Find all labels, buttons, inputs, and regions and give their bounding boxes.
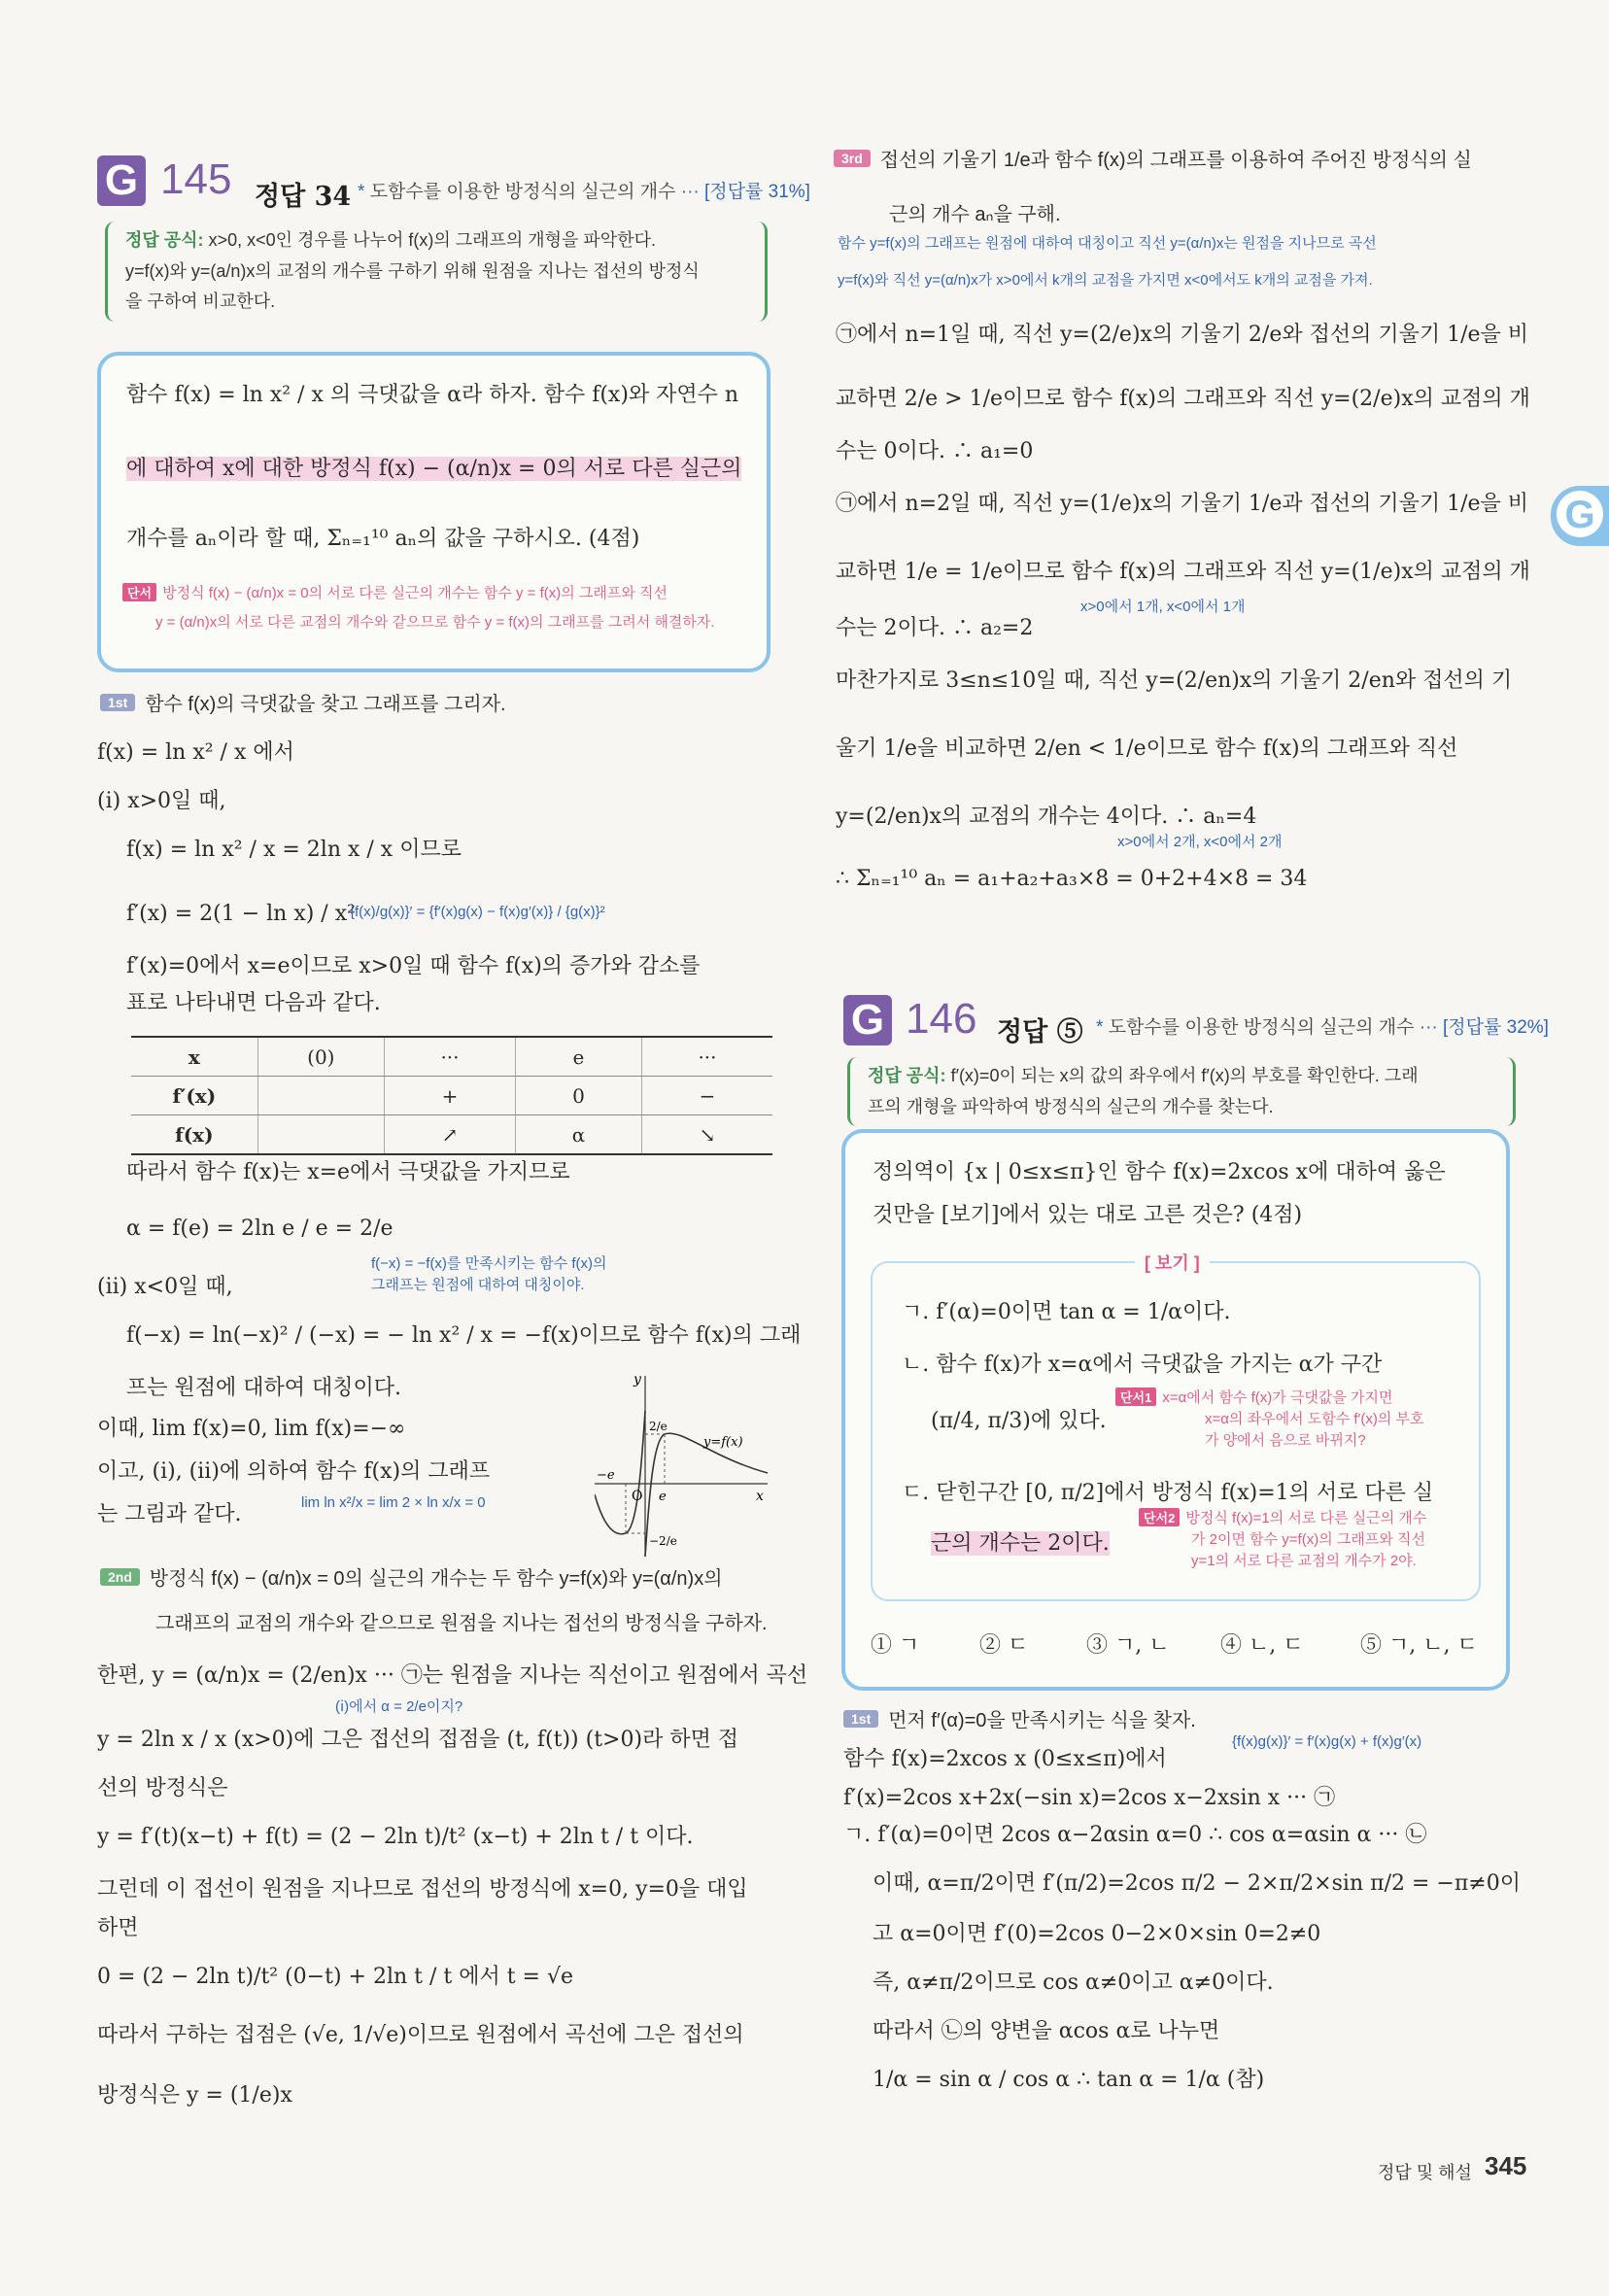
p145b-line-2: 교하면 2/e > 1/e이므로 함수 f(x)의 그래프와 직선 y=(2/e)x의 교점의 개	[836, 387, 1530, 411]
step-badge: 3rd	[834, 150, 871, 167]
graph-min-label: −2/e	[649, 1534, 677, 1548]
p146-line-3: ㄱ. f′(α)=0이면 2cos α−2αsin α=0 ∴ cos α=αsin α ··· ㉡	[843, 1823, 1427, 1847]
graph-x-label: x	[756, 1489, 764, 1504]
body2-line-3: (ⅱ) x<0일 때,	[97, 1275, 233, 1299]
table-cell: 0	[515, 1077, 641, 1115]
bogi-line-4: ㄷ. 닫힌구간 [0, π/2]에서 방정식 f(x)=1의 서로 다른 실	[902, 1481, 1434, 1505]
p145b-line-7: 마찬가지로 3≤n≤10일 때, 직선 y=(2/en)x의 기울기 2/en와 접선의 기	[836, 668, 1513, 693]
bogi-title: [ 보기 ]	[1135, 1250, 1210, 1275]
step3-heading-1: 3rd 접선의 기울기 1/e과 함수 f(x)의 그래프를 이용하여 주어진 방정식의 실	[834, 146, 1472, 175]
topic-label	[1096, 1012, 1549, 1039]
table-cell: ···	[385, 1037, 516, 1077]
table-cell: +	[385, 1077, 516, 1115]
problem-line-2: 에 대하여 x에 대한 방정식 f(x) − (α/n)x = 0의 서로 다른 실근의	[126, 457, 742, 481]
correct-rate: ··· [정답률 32%]	[1419, 1017, 1549, 1038]
body2-line-2: α = f(e) = 2ln e / e = 2/e	[126, 1217, 394, 1241]
body3-line-8: 따라서 구하는 접점은 (√e, 1/√e)이므로 원점에서 곡선에 그은 접선의	[97, 2023, 744, 2047]
body3-line-2: y = 2ln x / x (x>0)에 그은 접선의 접점을 (t, f(t)) (t>0)라 하면 접	[97, 1728, 739, 1752]
body3-line-5: 그런데 이 접선이 원점을 지나므로 접선의 방정식에 x=0, y=0을 대입	[97, 1877, 748, 1902]
key-line-3: 을 구하여 비교한다.	[125, 291, 276, 311]
footer-label: 정답 및 해설	[1378, 2163, 1472, 2182]
body1-line-2: (ⅰ) x>0일 때,	[97, 789, 226, 813]
hint1-tag: 단서1	[1115, 1388, 1156, 1406]
p145b-line-9: y=(2/en)x의 교점의 개수는 4이다. ∴ aₙ=4	[836, 805, 1257, 829]
problem-number: 146	[906, 995, 977, 1043]
symmetry-note-1: f(−x) = −f(x)를 만족시키는 함수 f(x)의	[371, 1255, 607, 1272]
topic-star: *	[358, 182, 365, 202]
topic-text: 도함수를 이용한 방정식의 실근의 개수	[1108, 1017, 1415, 1038]
topic-text: 도함수를 이용한 방정식의 실근의 개수	[369, 182, 676, 202]
body1-line-4: f′(x) = 2(1 − ln x) / x²	[126, 902, 356, 926]
body1-line-3: f(x) = ln x² / x = 2ln x / x 이므로	[126, 838, 462, 862]
alpha-note: (ⅰ)에서 α = 2/e이지?	[335, 1698, 463, 1715]
bogi-line-1: ㄱ. f′(α)=0이면 tan α = 1/α이다.	[902, 1300, 1231, 1324]
choice-3[interactable]: ③ ㄱ, ㄴ	[1086, 1633, 1170, 1658]
problem-line-1: 정의역이 {x | 0≤x≤π}인 함수 f(x)=2xcos x에 대하여 옳은	[873, 1160, 1446, 1184]
choice-2[interactable]: ② ㄷ	[979, 1633, 1029, 1658]
table-cell: α	[515, 1115, 641, 1155]
p145b-line-5: 교하면 1/e = 1/e이므로 함수 f(x)의 그래프와 직선 y=(1/e)x의 교점의 개	[836, 560, 1530, 584]
table-row	[131, 1115, 772, 1155]
symmetry-note-2: 그래프는 원점에 대하여 대칭이야.	[371, 1277, 585, 1293]
answer-label: 정답 34	[255, 182, 352, 212]
hint1-line-3: 가 양에서 음으로 바뀌지?	[1205, 1432, 1366, 1449]
topic-label	[358, 177, 810, 203]
hint2-line-3: y=1의 서로 다른 교점의 개수가 2야.	[1191, 1553, 1417, 1569]
table-cell: e	[515, 1037, 641, 1077]
p146-line-6: 즉, α≠π/2이므로 cos α≠0이고 α≠0이다.	[873, 1970, 1274, 1995]
table-cell: ↘	[641, 1115, 772, 1155]
body3-line-1: 한편, y = (α/n)x = (2/en)x ··· ㉠는 원점을 지나는 직선이고 원점에서 곡선	[97, 1663, 808, 1688]
graph-max-label: 2/e	[649, 1420, 668, 1433]
key-line-1: x>0, x<0인 경우를 나누어 f(x)의 그래프의 개형을 파악한다.	[208, 230, 656, 250]
body2-line-6: 이때, lim f(x)=0, lim f(x)=−∞	[97, 1417, 406, 1441]
choice-5[interactable]: ⑤ ㄱ, ㄴ, ㄷ	[1360, 1633, 1478, 1658]
body2-line-5: 프는 원점에 대하여 대칭이다.	[126, 1376, 401, 1400]
step3-heading-2: 근의 개수 aₙ을 구해.	[889, 204, 1061, 225]
hint1-line-1: 단서1 x=α에서 함수 f(x)가 극댓값을 가지면	[1115, 1388, 1393, 1409]
step2-heading-2: 그래프의 교점의 개수와 같으므로 원점을 지나는 접선의 방정식을 구하자.	[155, 1613, 768, 1634]
problem-line-2: 것만을 [보기]에서 있는 대로 고른 것은? (4점)	[873, 1203, 1303, 1227]
body1-line-6: 표로 나타내면 다음과 같다.	[126, 991, 381, 1015]
a2-note: x>0에서 1개, x<0에서 1개	[1080, 599, 1246, 615]
table-cell	[257, 1115, 384, 1155]
table-cell: −	[641, 1077, 772, 1115]
p146-line-5: 고 α=0이면 f′(0)=2cos 0−2×0×sin 0=2≠0	[873, 1922, 1321, 1946]
product-rule-note: {f(x)g(x)}′ = f′(x)g(x) + f(x)g′(x)	[1232, 1733, 1422, 1750]
body2-line-4: f(−x) = ln(−x)² / (−x) = − ln x² / x = −f(x)이므로 함수 f(x)의 그래	[126, 1323, 802, 1348]
choice-1[interactable]: ① ㄱ	[871, 1633, 920, 1658]
graph-y-label: y	[633, 1372, 641, 1388]
bogi-line-2: ㄴ. 함수 f(x)가 x=α에서 극댓값을 가지는 α가 구간	[902, 1353, 1383, 1377]
table-cell: ↗	[385, 1115, 516, 1155]
body2-line-8: 는 그림과 같다.	[97, 1502, 242, 1526]
body1-line-1: f(x) = ln x² / x 에서	[97, 740, 294, 765]
p145b-line-1: ㉠에서 n=1일 때, 직선 y=(2/e)x의 기울기 2/e와 접선의 기울기 1/e을 비	[836, 323, 1529, 347]
hint2-line-2: 가 2이면 함수 y=f(x)의 그래프와 직선	[1191, 1531, 1425, 1548]
table-cell: f(x)	[131, 1115, 257, 1155]
graph-neg-e-label: −e	[597, 1468, 615, 1483]
step2-heading-1: 2nd 방정식 f(x) − (α/n)x = 0의 실근의 개수는 두 함수 y=f(x)와 y=(α/n)x의	[100, 1564, 723, 1593]
step1-heading: 1st 함수 f(x)의 극댓값을 찾고 그래프를 그리자.	[100, 690, 506, 719]
step-badge: 1st	[100, 694, 135, 711]
function-graph	[595, 1372, 770, 1559]
table-cell: x	[131, 1037, 257, 1077]
problem-number: 145	[160, 155, 232, 203]
p145b-line-10: ∴ Σₙ₌₁¹⁰ aₙ = a₁+a₂+a₃×8 = 0+2+4×8 = 34	[836, 867, 1308, 891]
hint2-line-1: 단서2 방정식 f(x)=1의 서로 다른 실근의 개수	[1139, 1508, 1426, 1529]
p145b-line-4: ㉠에서 n=2일 때, 직선 y=(1/e)x의 기울기 1/e과 접선의 기울기 1/e을 비	[836, 492, 1529, 516]
table-cell: f′(x)	[131, 1077, 257, 1115]
table-cell: (0)	[257, 1037, 384, 1077]
step3-note-2: y=f(x)와 직선 y=(α/n)x가 x>0에서 k개의 교점을 가지면 x<0에서도 k개의 교점을 가져.	[838, 272, 1373, 289]
step-badge: 2nd	[100, 1568, 140, 1586]
step1-heading: 1st 먼저 f′(α)=0을 만족시키는 식을 찾자.	[843, 1706, 1196, 1735]
p145b-line-6: 수는 2이다. ∴ a₂=2	[836, 616, 1034, 640]
answer-label: 정답 ⑤	[997, 1017, 1083, 1047]
p146-line-7: 따라서 ㉡의 양변을 αcos α로 나누면	[873, 2019, 1220, 2043]
step3-note-1: 함수 y=f(x)의 그래프는 원점에 대하여 대칭이고 직선 y=(α/n)x는 원점을 지나므로 곡선	[838, 235, 1377, 252]
key-formula-label: 정답 공식:	[125, 230, 204, 250]
p145b-line-3: 수는 0이다. ∴ a₁=0	[836, 439, 1034, 463]
body1-line-5: f′(x)=0에서 x=e이므로 x>0일 때 함수 f(x)의 증가와 감소를	[126, 954, 701, 978]
key-line-2: 프의 개형을 파악하여 방정식의 실근의 개수를 찾는다.	[868, 1096, 1274, 1116]
key-formula-box	[847, 1057, 1516, 1126]
correct-rate: ··· [정답률 31%]	[680, 182, 810, 202]
body3-line-9: 방정식은 y = (1/e)x	[97, 2083, 292, 2108]
problem-line-1: 함수 f(x) = ln x² / x 의 극댓값을 α라 하자. 함수 f(x)와 자연수 n	[126, 383, 739, 407]
p145b-line-8: 울기 1/e을 비교하면 2/en < 1/e이므로 함수 f(x)의 그래프와 직선	[836, 737, 1458, 761]
body3-line-3: 선의 방정식은	[97, 1776, 228, 1800]
p146-line-8: 1/α = sin α / cos α ∴ tan α = 1/α (참)	[873, 2068, 1265, 2092]
body3-line-4: y = f′(t)(x−t) + f(t) = (2 − 2ln t)/t² (x−t) + 2ln t / t 이다.	[97, 1825, 694, 1849]
page-number: 345	[1485, 2151, 1527, 2180]
body2-line-7: 이고, (ⅰ), (ⅱ)에 의하여 함수 f(x)의 그래프	[97, 1459, 491, 1484]
p146-line-1: 함수 f(x)=2xcos x (0≤x≤π)에서	[843, 1747, 1167, 1771]
problem-badge: G	[97, 155, 146, 206]
graph-e-label: e	[659, 1490, 667, 1504]
bogi-line-5: 근의 개수는 2이다.	[931, 1531, 1110, 1556]
table-header-row	[131, 1037, 772, 1077]
key-line-2: y=f(x)와 y=(a/n)x의 교점의 개수를 구하기 위해 원점을 지나는 접선의 방정식	[125, 260, 700, 281]
key-formula-box	[105, 222, 768, 322]
quotient-rule-note: {f(x)/g(x)}′ = {f′(x)g(x) − f(x)g′(x)} / {g(x)}²	[350, 904, 605, 920]
bogi-line-3: (π/4, π/3)에 있다.	[931, 1409, 1107, 1433]
step-badge: 1st	[843, 1710, 878, 1728]
key-line-1: f′(x)=0이 되는 x의 값의 좌우에서 f′(x)의 부호를 확인한다. 그래	[950, 1066, 1419, 1085]
hint-line-2: y = (α/n)x의 서로 다른 교점의 개수와 같으므로 함수 y = f(x)의 그래프를 그려서 해결하자.	[155, 614, 715, 631]
choice-4[interactable]: ④ ㄴ, ㄷ	[1220, 1633, 1304, 1658]
p146-line-4: 이때, α=π/2이면 f′(π/2)=2cos π/2 − 2×π/2×sin π/2 = −π≠0이	[873, 1871, 1521, 1896]
table-row	[131, 1077, 772, 1115]
topic-star: *	[1096, 1017, 1104, 1038]
body3-line-6: 하면	[97, 1916, 139, 1940]
limit-note: lim ln x²/x = lim 2 × ln x/x = 0	[301, 1494, 486, 1511]
p146-line-2: f′(x)=2cos x+2x(−sin x)=2cos x−2xsin x ··· ㉠	[843, 1786, 1336, 1810]
increase-decrease-table	[131, 1036, 772, 1155]
graph-function-label: y=f(x)	[703, 1435, 743, 1450]
hint-tag: 단서	[122, 583, 156, 601]
table-cell	[257, 1077, 384, 1115]
graph-origin: O	[632, 1489, 643, 1504]
problem-badge: G	[843, 995, 892, 1045]
body3-line-7: 0 = (2 − 2ln t)/t² (0−t) + 2ln t / t 에서 t = √e	[97, 1965, 574, 1989]
hint-line-1: 단서 방정식 f(x) − (α/n)x = 0의 서로 다른 실근의 개수는 함수 y = f(x)의 그래프와 직선	[122, 583, 668, 604]
hint2-tag: 단서2	[1139, 1508, 1180, 1526]
chapter-tab-label: G	[1557, 491, 1603, 537]
table-cell: ···	[641, 1037, 772, 1077]
hint1-line-2: x=α의 좌우에서 도함수 f′(x)의 부호	[1205, 1411, 1424, 1427]
an-note: x>0에서 2개, x<0에서 2개	[1117, 834, 1283, 850]
chapter-tab[interactable]	[1551, 486, 1609, 546]
body2-line-1: 따라서 함수 f(x)는 x=e에서 극댓값을 가지므로	[126, 1160, 570, 1184]
key-formula-label: 정답 공식:	[868, 1066, 946, 1085]
problem-line-3: 개수를 aₙ이라 할 때, Σₙ₌₁¹⁰ aₙ의 값을 구하시오. (4점)	[126, 527, 640, 551]
